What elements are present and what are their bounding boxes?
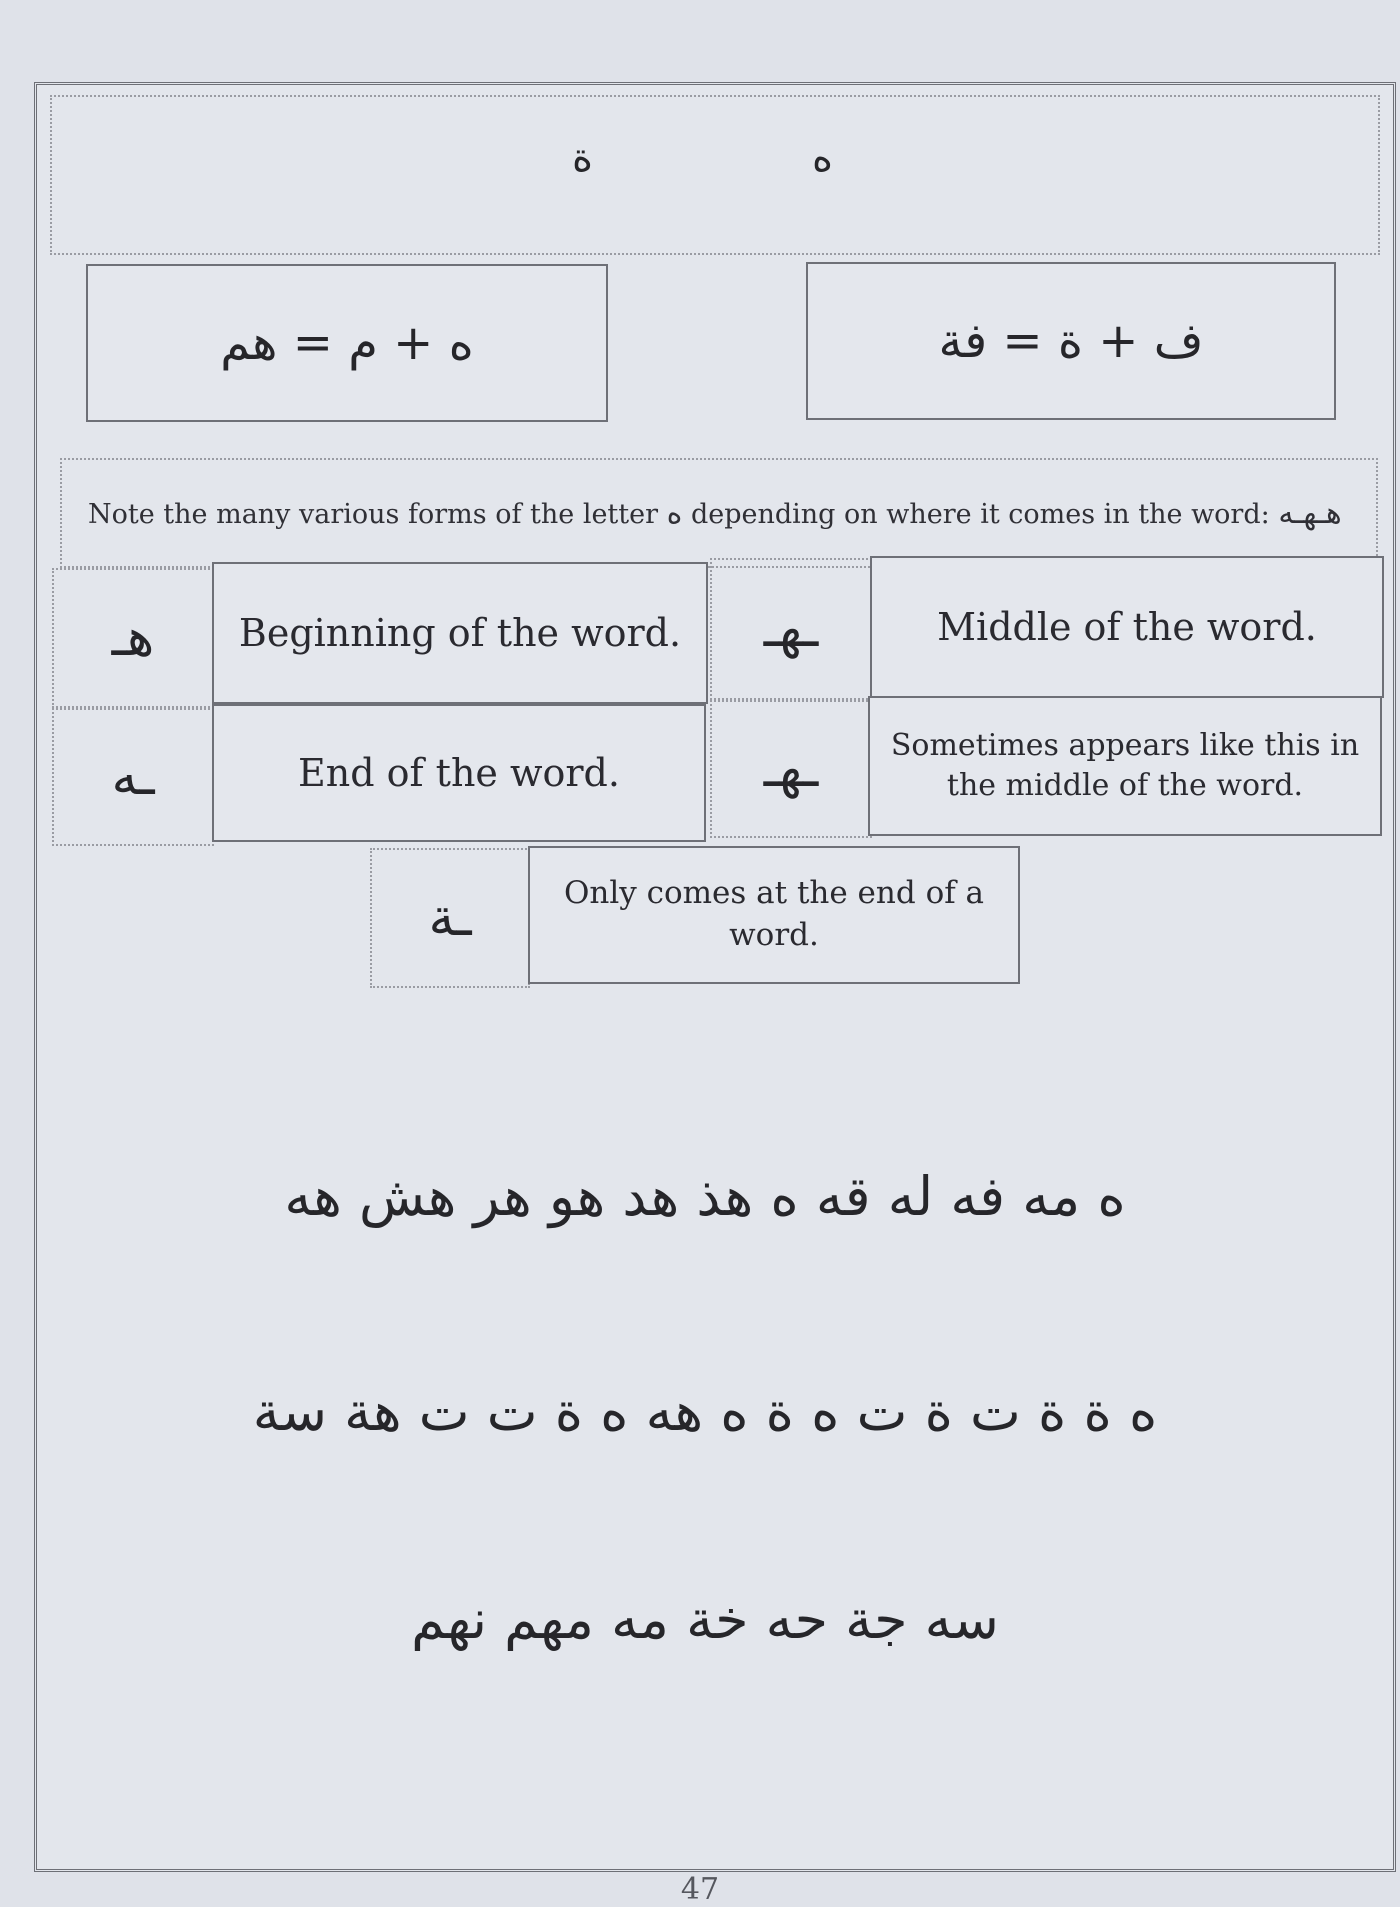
practice-line-2: ه ة ة ت ة ت ه ة ه هه ه ة ت ت هة سة (252, 1380, 1158, 1443)
label-middle: Middle of the word. (870, 556, 1384, 698)
note-text (88, 496, 1348, 531)
form-cell-middle-alt: ـهـ (710, 700, 872, 838)
note-example: هـهـه (1278, 496, 1342, 531)
formula-box-fa-ta: ف + ة = فة (806, 262, 1336, 420)
letter-header-band (50, 95, 1380, 255)
form-cell-ta-marbuta: ـة (370, 848, 530, 988)
form-cell-beginning: هـ (52, 568, 214, 708)
form-cell-middle: ـهـ (710, 558, 872, 700)
letter-ta-marbuta: ة (572, 135, 593, 181)
form-cell-end: ـه (52, 708, 214, 846)
label-beginning: Beginning of the word. (212, 562, 708, 704)
note-text-start: Note the many various forms of the letter (88, 499, 659, 530)
letter-ha: ه (812, 135, 833, 181)
page-number: 47 (680, 1872, 720, 1907)
label-middle-alt: Sometimes appears like this in the middle of the word. (868, 696, 1382, 836)
label-end: End of the word. (212, 704, 706, 842)
practice-line-1: ه مه فه له قه ه هذ هد هو هر هش هه (284, 1165, 1126, 1228)
note-text-end: depending on where it comes in the word: (690, 499, 1270, 530)
label-ta-marbuta: Only comes at the end of a word. (528, 846, 1020, 984)
note-letter: ه (666, 496, 683, 531)
practice-line-3: سه جة حه خة مه مهم نهم (411, 1588, 999, 1651)
formula-box-ha-meem: ه + م = هم (86, 264, 608, 422)
